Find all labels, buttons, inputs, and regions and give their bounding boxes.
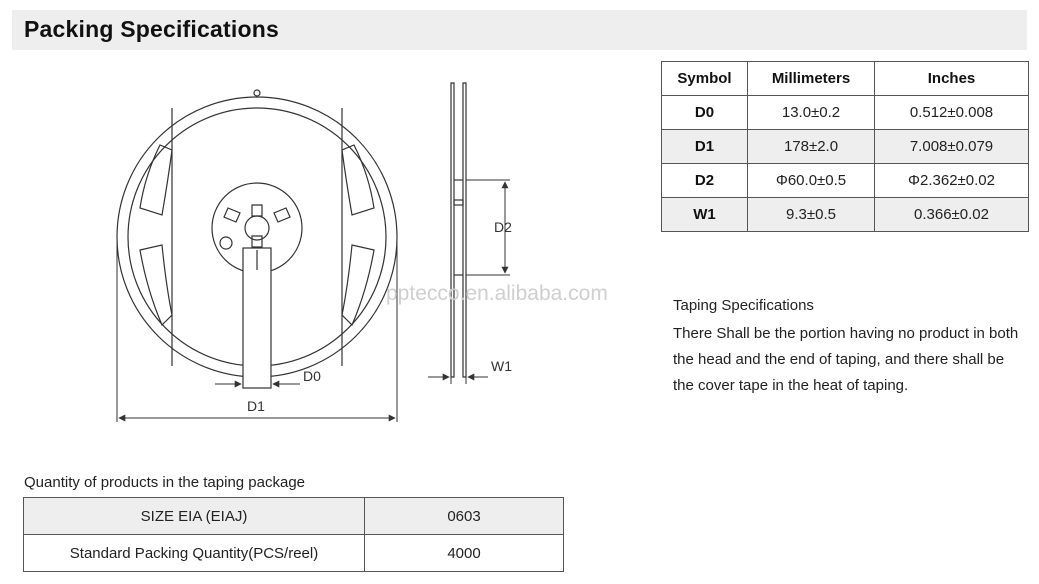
header-symbol: Symbol [662,62,748,96]
symbol-cell: D2 [662,164,748,198]
taping-title: Taping Specifications [673,297,814,314]
header-inches: Inches [875,62,1029,96]
d2-label: D2 [494,219,512,235]
w1-dimension [428,377,488,384]
table-row [662,130,1029,164]
inches-cell: 0.366±0.02 [875,198,1029,232]
quantity-table [23,497,564,572]
millimeters-cell: 9.3±0.5 [748,198,875,232]
table-row [24,498,564,535]
d1-label: D1 [247,398,265,414]
quantity-title: Quantity of products in the taping package [24,474,306,491]
w1-label: W1 [491,358,512,374]
watermark: pptecco.en.alibaba.com [386,282,608,305]
table-header-row [662,62,1029,96]
inches-cell: Φ2.362±0.02 [875,164,1029,198]
d0-label: D0 [303,368,321,384]
taping-specifications [673,297,1023,399]
header-millimeters: Millimeters [748,62,875,96]
symbol-cell: D1 [662,130,748,164]
header-bar [12,10,1027,50]
symbol-cell: D0 [662,96,748,130]
quantity-label-cell: Standard Packing Quantity(PCS/reel) [24,535,365,572]
table-row [662,164,1029,198]
reel-side-view [451,83,466,377]
inches-cell: 7.008±0.079 [875,130,1029,164]
millimeters-cell: Φ60.0±0.5 [748,164,875,198]
reel-front-view [117,90,397,388]
quantity-value-cell: 4000 [365,535,564,572]
symbol-cell: W1 [662,198,748,232]
millimeters-cell: 178±2.0 [748,130,875,164]
table-row [662,96,1029,130]
reel-diagram [0,60,660,440]
inches-cell: 0.512±0.008 [875,96,1029,130]
dimension-spec-table [661,61,1029,232]
table-row [662,198,1029,232]
table-row [24,535,564,572]
millimeters-cell: 13.0±0.2 [748,96,875,130]
page-title: Packing Specifications [24,16,279,42]
taping-text: There Shall be the portion having no product in both the head and the end of taping, and there shall be the cover tape in the heat of taping. [673,325,1019,394]
size-value-cell: 0603 [365,498,564,535]
size-label-cell: SIZE EIA (EIAJ) [24,498,365,535]
